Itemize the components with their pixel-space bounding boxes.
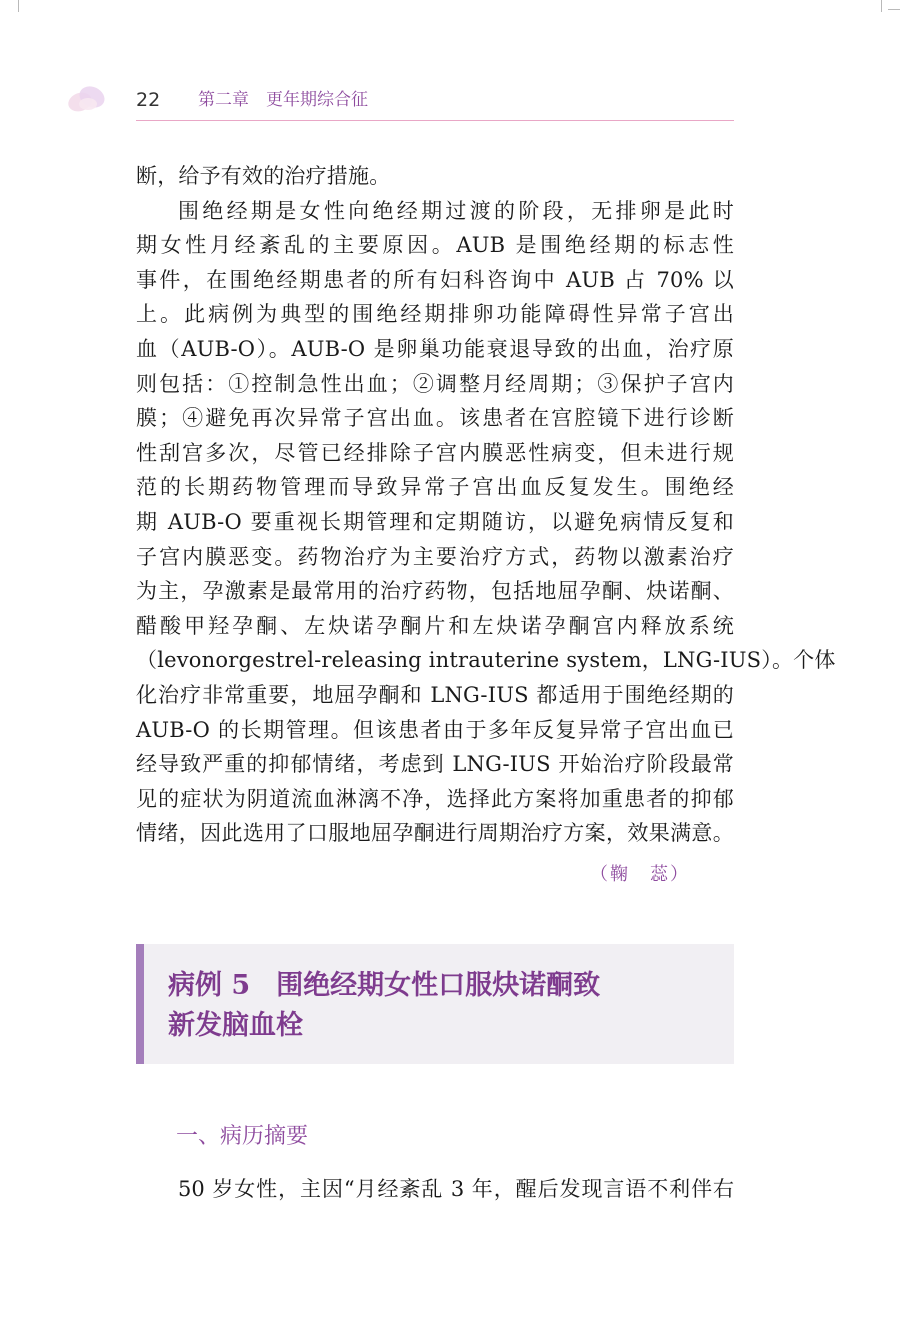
body-line: 断，给予有效的治疗措施。 (136, 164, 391, 188)
body-line: 期女性月经紊乱的主要原因。AUB 是围绝经期的标志性 (136, 233, 734, 258)
body-line: 化治疗非常重要，地屈孕酮和 LNG-IUS 都适用于围绝经期的 (136, 682, 734, 707)
body-line: 血（AUB-O）。AUB-O 是卵巢功能衰退导致的出血，治疗原 (136, 336, 734, 361)
case-title-box (136, 944, 734, 1064)
case-title (168, 966, 718, 1046)
body-text (136, 159, 836, 851)
body-line: 上。此病例为典型的围绝经期排卵功能障碍性异常子宫出 (136, 302, 734, 327)
body-line: 范的长期药物管理而导致异常子宫出血反复发生。围绝经 (136, 475, 734, 500)
body-line: （levonorgestrel-releasing intrauterine system，LNG-IUS）。个体 (136, 648, 836, 673)
case-number: 病例 5 (168, 970, 251, 1001)
crop-mark-top-right (881, 0, 882, 12)
crop-mark-top-right-horizontal (888, 9, 900, 10)
header-rule (136, 120, 734, 121)
body-line: 性刮宫多次，尽管已经排除子宫内膜恶性病变，但未进行规 (136, 440, 734, 465)
body-line: 醋酸甲羟孕酮、左炔诺孕酮片和左炔诺孕酮宫内释放系统 (136, 613, 734, 638)
author-credit: （鞠 蕊） (590, 864, 690, 885)
section-heading: 一、病历摘要 (176, 1124, 309, 1149)
body-line: 期 AUB-O 要重视长期管理和定期随访，以避免病情反复和 (136, 509, 734, 534)
body-line: 膜；④避免再次异常子宫出血。该患者在宫腔镜下进行诊断 (136, 406, 734, 431)
case-title-line-1 (168, 966, 718, 1006)
body-line: 子宫内膜恶变。药物治疗为主要治疗方式，药物以激素治疗 (136, 544, 734, 569)
summary-first-line: 50 岁女性，主因“月经紊乱 3 年，醒后发现言语不利伴右 (178, 1177, 734, 1201)
body-line: 事件，在围绝经期患者的所有妇科咨询中 AUB 占 70% 以 (136, 267, 734, 292)
case-title-text-2: 新发脑血栓 (168, 1010, 303, 1041)
body-line: 则包括：①控制急性出血；②调整月经周期；③保护子宫内 (136, 371, 734, 396)
body-line: 为主，孕激素是最常用的治疗药物，包括地屈孕酮、炔诺酮、 (136, 579, 734, 604)
petal-icon (66, 82, 110, 116)
page-number: 22 (136, 89, 161, 111)
body-line: AUB-O 的长期管理。但该患者由于多年反复异常子宫出血已 (136, 717, 734, 742)
body-line: 见的症状为阴道流血淋漓不净，选择此方案将加重患者的抑郁 (136, 786, 734, 811)
case-title-text-1: 围绝经期女性口服炔诺酮致 (276, 970, 601, 1001)
body-line: 情绪，因此选用了口服地屈孕酮进行周期治疗方案，效果满意。 (136, 821, 734, 846)
chapter-title: 第二章 更年期综合征 (198, 90, 368, 110)
case-title-accent-bar (136, 944, 144, 1064)
body-line: 经导致严重的抑郁情绪，考虑到 LNG-IUS 开始治疗阶段最常 (136, 752, 734, 777)
case-title-line-2 (168, 1006, 718, 1046)
crop-mark-top-left (18, 0, 19, 12)
body-line: 围绝经期是女性向绝经期过渡的阶段，无排卵是此时 (178, 198, 734, 223)
